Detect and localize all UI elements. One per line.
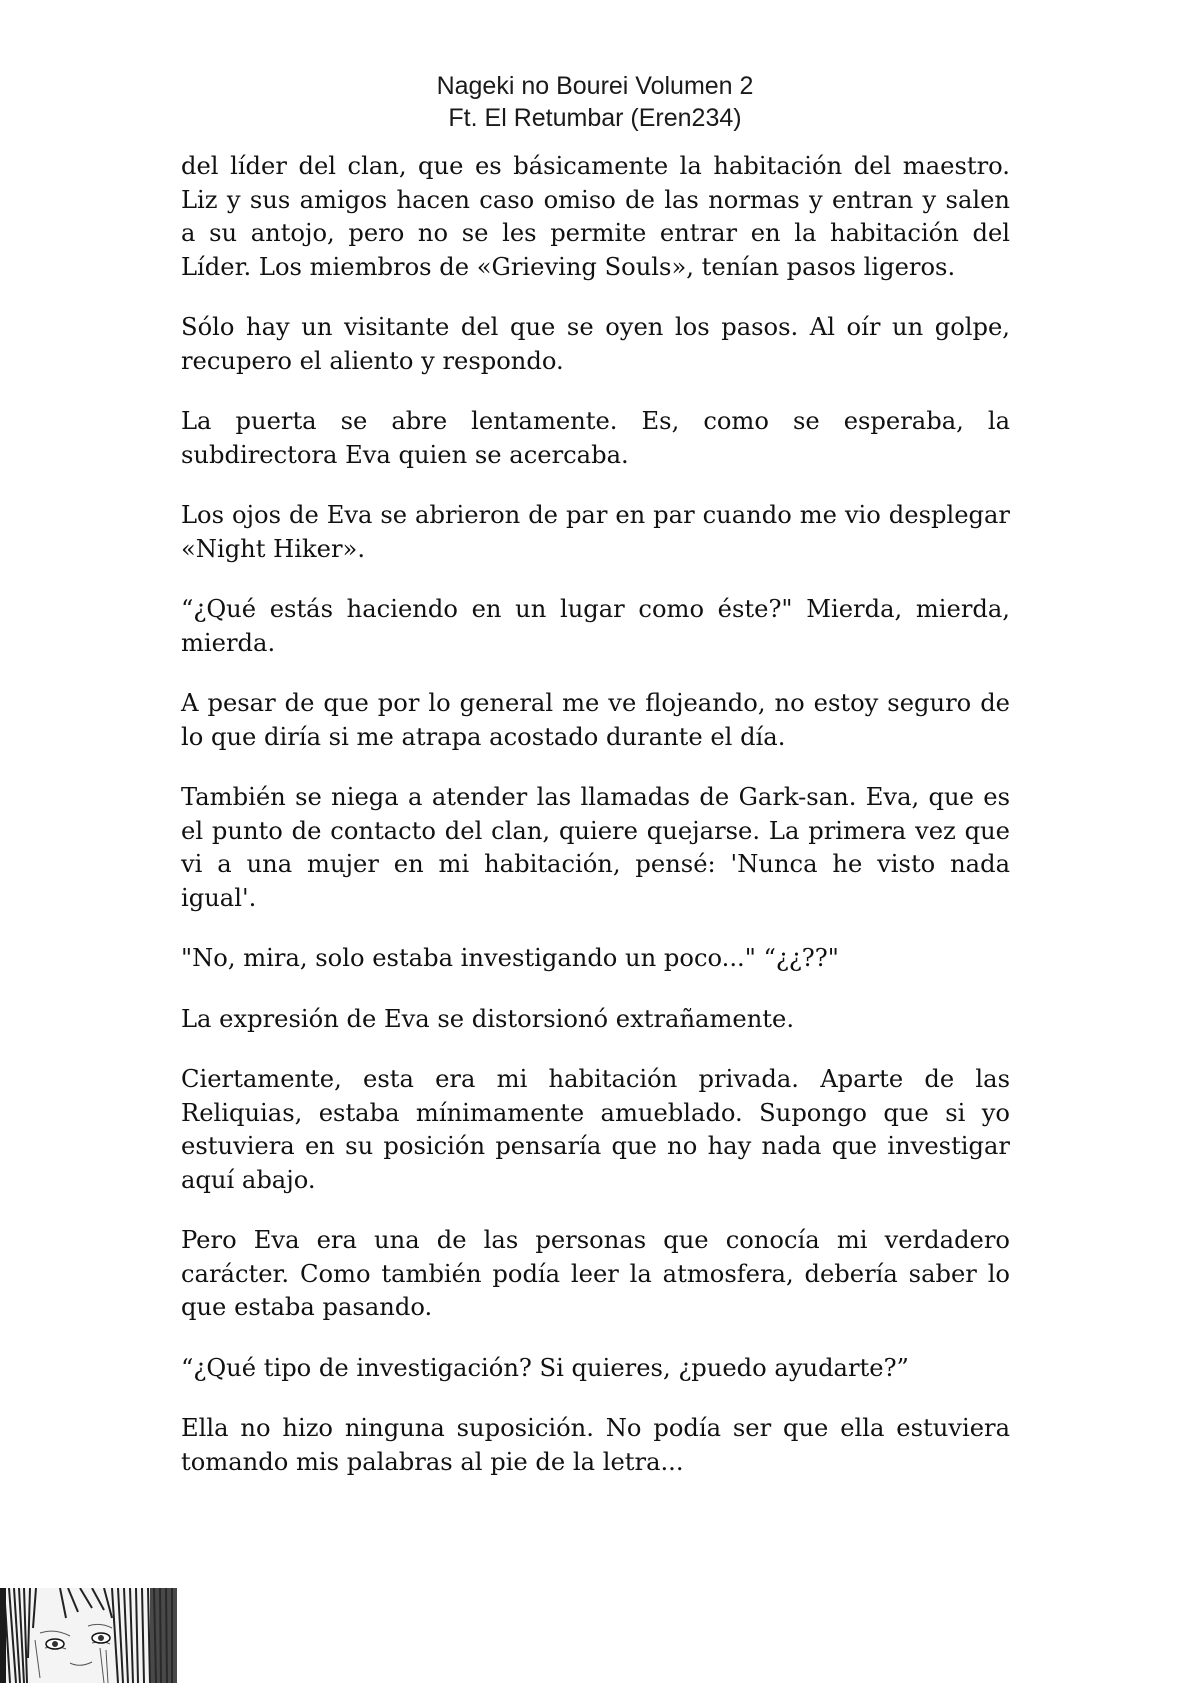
paragraph: "No, mira, solo estaba investigando un poco..." “¿¿??" bbox=[181, 944, 839, 972]
paragraph: “¿Qué estás haciendo en un lugar como éste?" Mierda, mierda, mierda. bbox=[181, 595, 1010, 657]
paragraph: Sólo hay un visitante del que se oyen los pasos. Al oír un golpe, recupero el aliento y respondo. bbox=[181, 313, 1010, 375]
page-header bbox=[0, 70, 1190, 134]
paragraph: Ella no hizo ninguna suposición. No podía ser que ella estuviera tomando mis palabras al pie de la letra... bbox=[181, 1414, 1010, 1476]
paragraph: del líder del clan, que es básicamente la habitación del maestro. Liz y sus amigos hacen caso omiso de las normas y entran y salen a su antojo, pero no se les permite entrar en la habitación del Líder. Los miembros de «Grieving Souls», tenían pasos ligeros. bbox=[181, 152, 1010, 281]
header-title: Nageki no Bourei Volumen 2 bbox=[436, 72, 754, 100]
paragraph: También se niega a atender las llamadas de Gark-san. Eva, que es el punto de contacto del clan, quiere quejarse. La primera vez que vi a una mujer en mi habitación, pensé: 'Nunca he visto nada igual'. bbox=[181, 783, 1010, 912]
paragraph: Pero Eva era una de las personas que conocía mi verdadero carácter. Como también podía leer la atmosfera, debería saber lo que estaba pasando. bbox=[181, 1226, 1010, 1321]
paragraph: La expresión de Eva se distorsionó extrañamente. bbox=[181, 1004, 795, 1033]
paragraph: La puerta se abre lentamente. Es, como se esperaba, la subdirectora Eva quien se acercaba. bbox=[181, 407, 1010, 469]
paragraph: Los ojos de Eva se abrieron de par en par cuando me vio desplegar «Night Hiker». bbox=[181, 501, 1010, 563]
body-text bbox=[181, 150, 1010, 1506]
paragraph: Ciertamente, esta era mi habitación privada. Aparte de las Reliquias, estaba mínimamente amueblado. Supongo que si yo estuviera en su posición pensaría que no hay nada que investigar aquí abajo. bbox=[181, 1065, 1010, 1194]
paragraph: “¿Qué tipo de investigación? Si quieres, ¿puedo ayudarte?” bbox=[181, 1353, 909, 1382]
character-illustration bbox=[0, 1588, 177, 1683]
header-credit: Ft. El Retumbar (Eren234) bbox=[448, 104, 742, 132]
illustration-svg bbox=[0, 1588, 177, 1683]
paragraph: A pesar de que por lo general me ve flojeando, no estoy seguro de lo que diría si me atrapa acostado durante el día. bbox=[181, 689, 1010, 751]
